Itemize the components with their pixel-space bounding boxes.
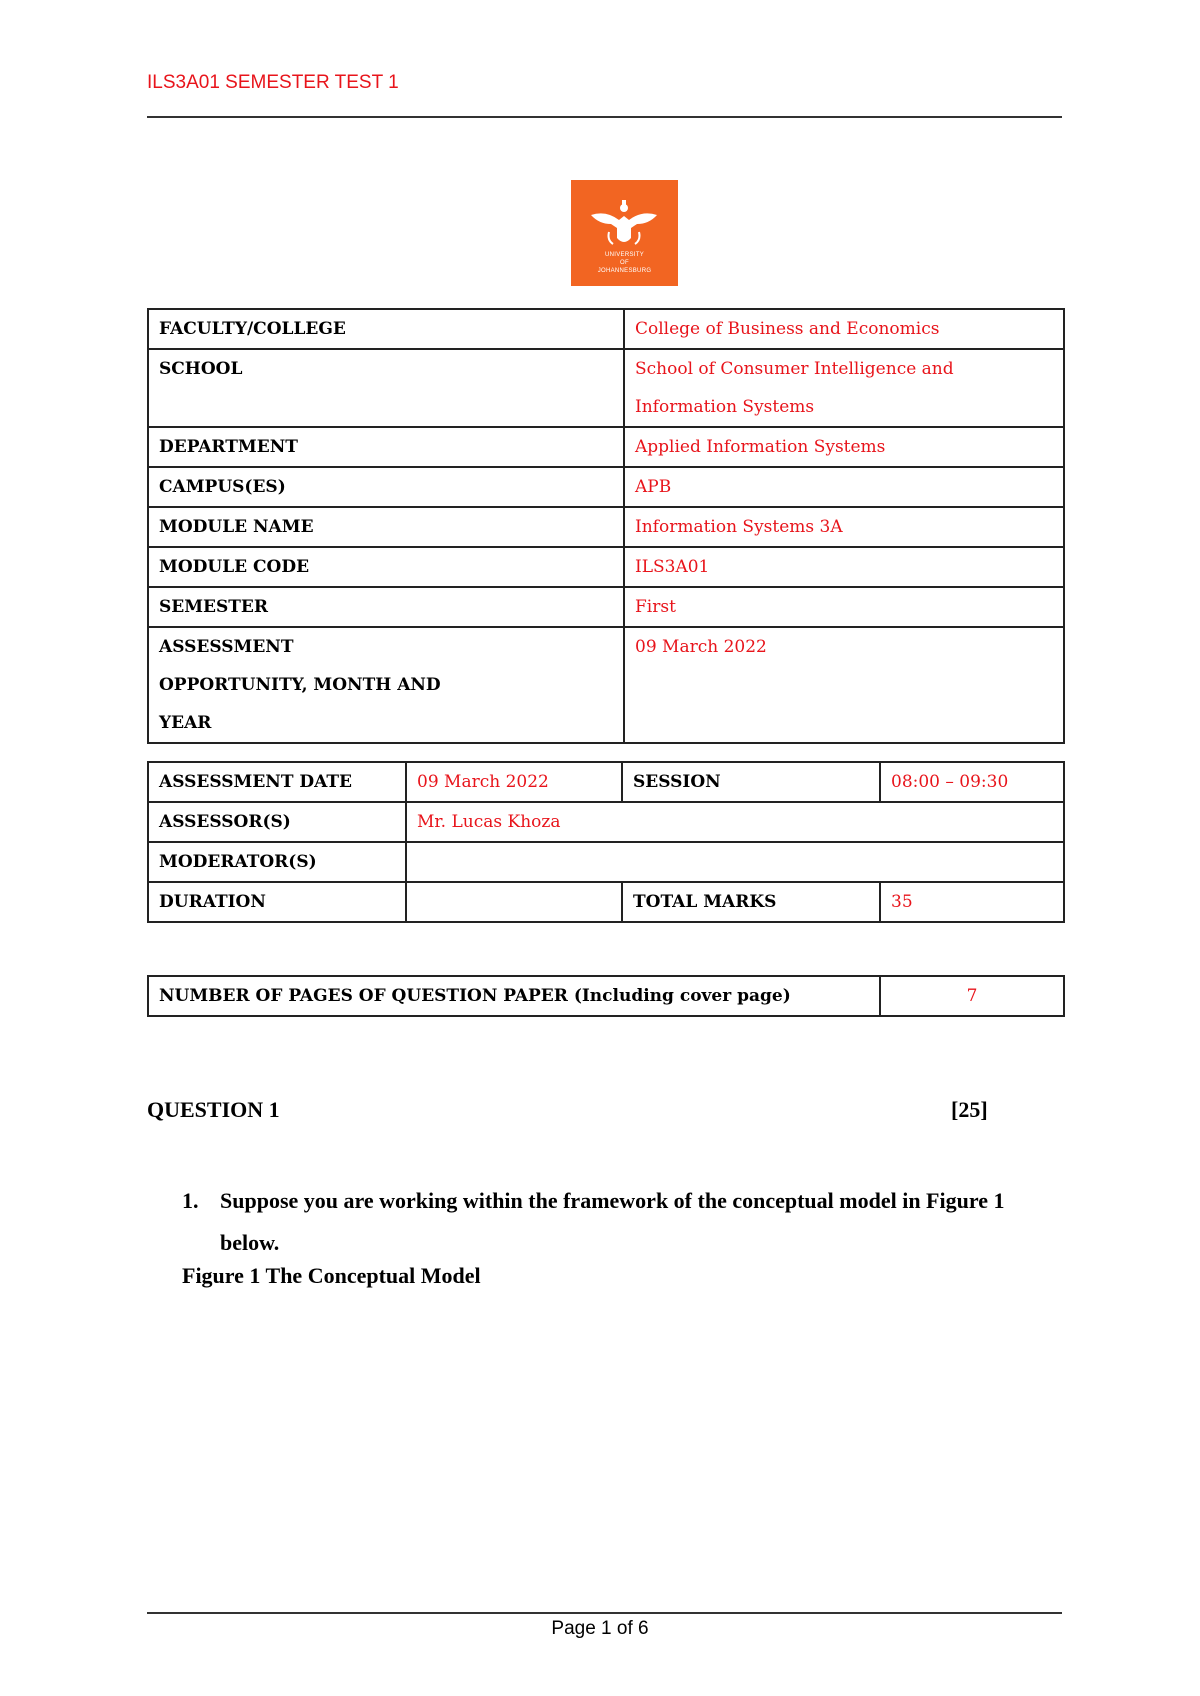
table-row: [148, 427, 1064, 467]
assessor-value: Mr. Lucas Khoza: [406, 802, 1064, 842]
table-row: [148, 842, 1064, 882]
assessor-label: ASSESSOR(S): [148, 802, 406, 842]
figure-caption: Figure 1 The Conceptual Model: [182, 1263, 481, 1288]
page-number: Page 1 of 6: [551, 1618, 649, 1639]
info-value-department: Applied Information Systems: [624, 427, 1064, 467]
header-title: ILS3A01 SEMESTER TEST 1: [147, 72, 399, 93]
moderator-value: [406, 842, 1064, 882]
info-value-semester: First: [624, 587, 1064, 627]
duration-label: DURATION: [148, 882, 406, 922]
table-row: [148, 882, 1064, 922]
assessment-date-value: 09 March 2022: [406, 762, 622, 802]
logo-text-line1: UNIVERSITY: [604, 252, 644, 258]
module-info-table: [147, 308, 1065, 744]
info-label-assessment-opportunity: ASSESSMENT OPPORTUNITY, MONTH AND YEAR: [148, 627, 624, 743]
table-row: [148, 547, 1064, 587]
table-row: [148, 507, 1064, 547]
question-heading: QUESTION 1: [147, 1097, 280, 1122]
university-logo: [571, 180, 678, 286]
page-count-table: [147, 975, 1065, 1017]
table-row: [148, 802, 1064, 842]
info-value-module-name: Information Systems 3A: [624, 507, 1064, 547]
info-label-semester: SEMESTER: [148, 587, 624, 627]
total-marks-value: 35: [880, 882, 1064, 922]
moderator-label: MODERATOR(S): [148, 842, 406, 882]
table-row: [148, 349, 1064, 427]
info-value-school: School of Consumer Intelligence and Information Systems: [624, 349, 1064, 427]
info-label-campus: CAMPUS(ES): [148, 467, 624, 507]
total-marks-label: TOTAL MARKS: [622, 882, 880, 922]
question-item: [182, 1180, 1062, 1264]
info-label-module-code: MODULE CODE: [148, 547, 624, 587]
table-row: [148, 976, 1064, 1016]
page-count-value: 7: [880, 976, 1064, 1016]
info-label-school: SCHOOL: [148, 349, 624, 427]
session-label: SESSION: [622, 762, 880, 802]
info-label-faculty: FACULTY/COLLEGE: [148, 309, 624, 349]
info-label-module-name: MODULE NAME: [148, 507, 624, 547]
assessment-date-label: ASSESSMENT DATE: [148, 762, 406, 802]
table-row: [148, 762, 1064, 802]
table-row: [148, 467, 1064, 507]
question-marks: [25]: [951, 1097, 988, 1122]
header-rule: [147, 116, 1062, 118]
table-row: [148, 309, 1064, 349]
info-value-module-code: ILS3A01: [624, 547, 1064, 587]
info-label-department: DEPARTMENT: [148, 427, 624, 467]
table-row: [148, 627, 1064, 743]
assessment-table: [147, 761, 1065, 923]
info-value-campus: APB: [624, 467, 1064, 507]
logo-text-line3: JOHANNESBURG: [597, 268, 652, 274]
info-value-assessment-opportunity: 09 March 2022: [624, 627, 1064, 743]
question-item-text: Suppose you are working within the framework of the conceptual model in Figure 1 below.: [220, 1188, 1005, 1255]
table-row: [148, 587, 1064, 627]
question-item-number: 1.: [182, 1188, 199, 1213]
info-value-faculty: College of Business and Economics: [624, 309, 1064, 349]
page-count-label: NUMBER OF PAGES OF QUESTION PAPER (Including cover page): [148, 976, 880, 1016]
duration-value: [406, 882, 622, 922]
logo-text-line2: OF: [620, 260, 629, 266]
footer-rule: [147, 1612, 1062, 1614]
session-value: 08:00 – 09:30: [880, 762, 1064, 802]
